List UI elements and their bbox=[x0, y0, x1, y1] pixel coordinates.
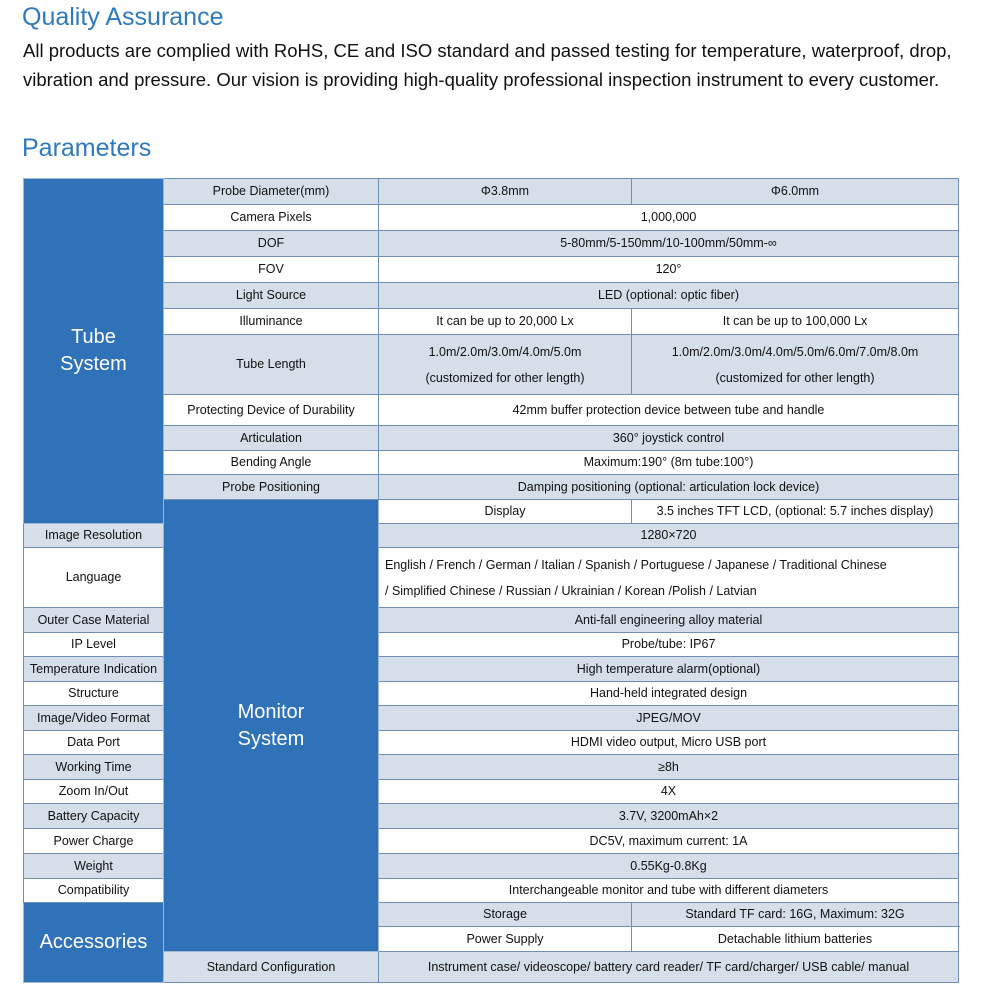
row-value: JPEG/MOV bbox=[379, 706, 959, 731]
language-line-2: / Simplified Chinese / Russian / Ukrainian / Korean /Polish / Latvian bbox=[385, 583, 757, 598]
row-label: Articulation bbox=[164, 426, 379, 451]
row-label: Probe Positioning bbox=[164, 475, 379, 500]
row-label: Power Charge bbox=[24, 829, 164, 854]
quality-assurance-text: All products are complied with RoHS, CE and ISO standard and passed testing for temperature, waterproof, drop, vibration and pressure. Our vision is providing high-quality professional inspection instrument to every customer. bbox=[23, 40, 952, 90]
row-value: Maximum:190° (8m tube:100°) bbox=[379, 451, 959, 475]
tube-length-short: 1.0m/2.0m/3.0m/4.0m/5.0m bbox=[428, 344, 582, 359]
row-value: Anti-fall engineering alloy material bbox=[379, 608, 959, 633]
row-value: 5-80mm/5-150mm/10-100mm/50mm-∞ bbox=[379, 231, 959, 257]
table-row bbox=[24, 283, 959, 309]
table-row bbox=[24, 500, 959, 524]
table-row bbox=[24, 335, 959, 395]
section-tube-system: Tube System bbox=[24, 179, 164, 524]
row-value: Φ6.0mm bbox=[632, 179, 959, 205]
row-label: Bending Angle bbox=[164, 451, 379, 475]
quality-assurance-title: Quality Assurance bbox=[22, 3, 224, 31]
tube-length-note: (customized for other length) bbox=[425, 370, 585, 385]
row-label: Tube Length bbox=[164, 335, 379, 395]
row-value: HDMI video output, Micro USB port bbox=[379, 731, 959, 755]
row-label: Outer Case Material bbox=[24, 608, 164, 633]
table-row bbox=[24, 451, 959, 475]
row-value: 1,000,000 bbox=[379, 205, 959, 231]
parameters-table bbox=[23, 178, 959, 983]
row-value: It can be up to 20,000 Lx bbox=[379, 309, 632, 335]
row-label: DOF bbox=[164, 231, 379, 257]
table-row bbox=[24, 179, 959, 205]
tube-length-note: (customized for other length) bbox=[715, 370, 875, 385]
row-value: Φ3.8mm bbox=[379, 179, 632, 205]
row-value: Detachable lithium batteries bbox=[632, 927, 959, 952]
row-value: Probe/tube: IP67 bbox=[379, 633, 959, 657]
row-value: Damping positioning (optional: articulation lock device) bbox=[379, 475, 959, 500]
language-line-1: English / French / German / Italian / Spanish / Portuguese / Japanese / Traditional Chinese bbox=[385, 557, 887, 572]
section-monitor-system: Monitor System bbox=[164, 500, 379, 952]
table-row bbox=[24, 205, 959, 231]
row-label: Storage bbox=[379, 903, 632, 927]
table-row bbox=[24, 257, 959, 283]
row-value: DC5V, maximum current: 1A bbox=[379, 829, 959, 854]
table-row bbox=[24, 395, 959, 426]
row-label: Light Source bbox=[164, 283, 379, 309]
row-value: 4X bbox=[379, 780, 959, 804]
row-label: FOV bbox=[164, 257, 379, 283]
row-value: 1280×720 bbox=[379, 524, 959, 548]
row-value: High temperature alarm(optional) bbox=[379, 657, 959, 682]
row-value bbox=[632, 335, 959, 395]
row-label: Compatibility bbox=[24, 879, 164, 903]
row-value: 120° bbox=[379, 257, 959, 283]
row-value: 360° joystick control bbox=[379, 426, 959, 451]
table-row bbox=[24, 952, 959, 983]
row-label: Weight bbox=[24, 854, 164, 879]
row-value: LED (optional: optic fiber) bbox=[379, 283, 959, 309]
row-value: ≥8h bbox=[379, 755, 959, 780]
table-row bbox=[24, 231, 959, 257]
row-label: Image/Video Format bbox=[24, 706, 164, 731]
table-row bbox=[24, 426, 959, 451]
row-label: Protecting Device of Durability bbox=[164, 395, 379, 426]
row-label: IP Level bbox=[24, 633, 164, 657]
row-value: Hand-held integrated design bbox=[379, 682, 959, 706]
row-label: Power Supply bbox=[379, 927, 632, 952]
row-value: 42mm buffer protection device between tube and handle bbox=[379, 395, 959, 426]
row-label: Battery Capacity bbox=[24, 804, 164, 829]
section-accessories: Accessories bbox=[24, 903, 164, 983]
row-value: It can be up to 100,000 Lx bbox=[632, 309, 959, 335]
row-label: Zoom In/Out bbox=[24, 780, 164, 804]
row-label: Camera Pixels bbox=[164, 205, 379, 231]
row-value: Interchangeable monitor and tube with different diameters bbox=[379, 879, 959, 903]
row-value: Instrument case/ videoscope/ battery card reader/ TF card/charger/ USB cable/ manual bbox=[379, 952, 959, 983]
tube-length-long: 1.0m/2.0m/3.0m/4.0m/5.0m/6.0m/7.0m/8.0m bbox=[671, 344, 919, 359]
parameters-title: Parameters bbox=[22, 134, 152, 162]
row-value bbox=[379, 335, 632, 395]
row-label: Structure bbox=[24, 682, 164, 706]
row-label: Working Time bbox=[24, 755, 164, 780]
table-row bbox=[24, 309, 959, 335]
row-label: Language bbox=[24, 548, 164, 608]
row-label: Temperature Indication bbox=[24, 657, 164, 682]
row-label: Standard Configuration bbox=[164, 952, 379, 983]
row-label: Image Resolution bbox=[24, 524, 164, 548]
row-value: Standard TF card: 16G, Maximum: 32G bbox=[632, 903, 959, 927]
table-row bbox=[24, 475, 959, 500]
row-value: 3.5 inches TFT LCD, (optional: 5.7 inches display) bbox=[632, 500, 959, 524]
row-value: 0.55Kg-0.8Kg bbox=[379, 854, 959, 879]
row-label: Illuminance bbox=[164, 309, 379, 335]
row-value: 3.7V, 3200mAh×2 bbox=[379, 804, 959, 829]
row-label: Data Port bbox=[24, 731, 164, 755]
row-value bbox=[379, 548, 959, 608]
row-label: Probe Diameter(mm) bbox=[164, 179, 379, 205]
row-label: Display bbox=[379, 500, 632, 524]
